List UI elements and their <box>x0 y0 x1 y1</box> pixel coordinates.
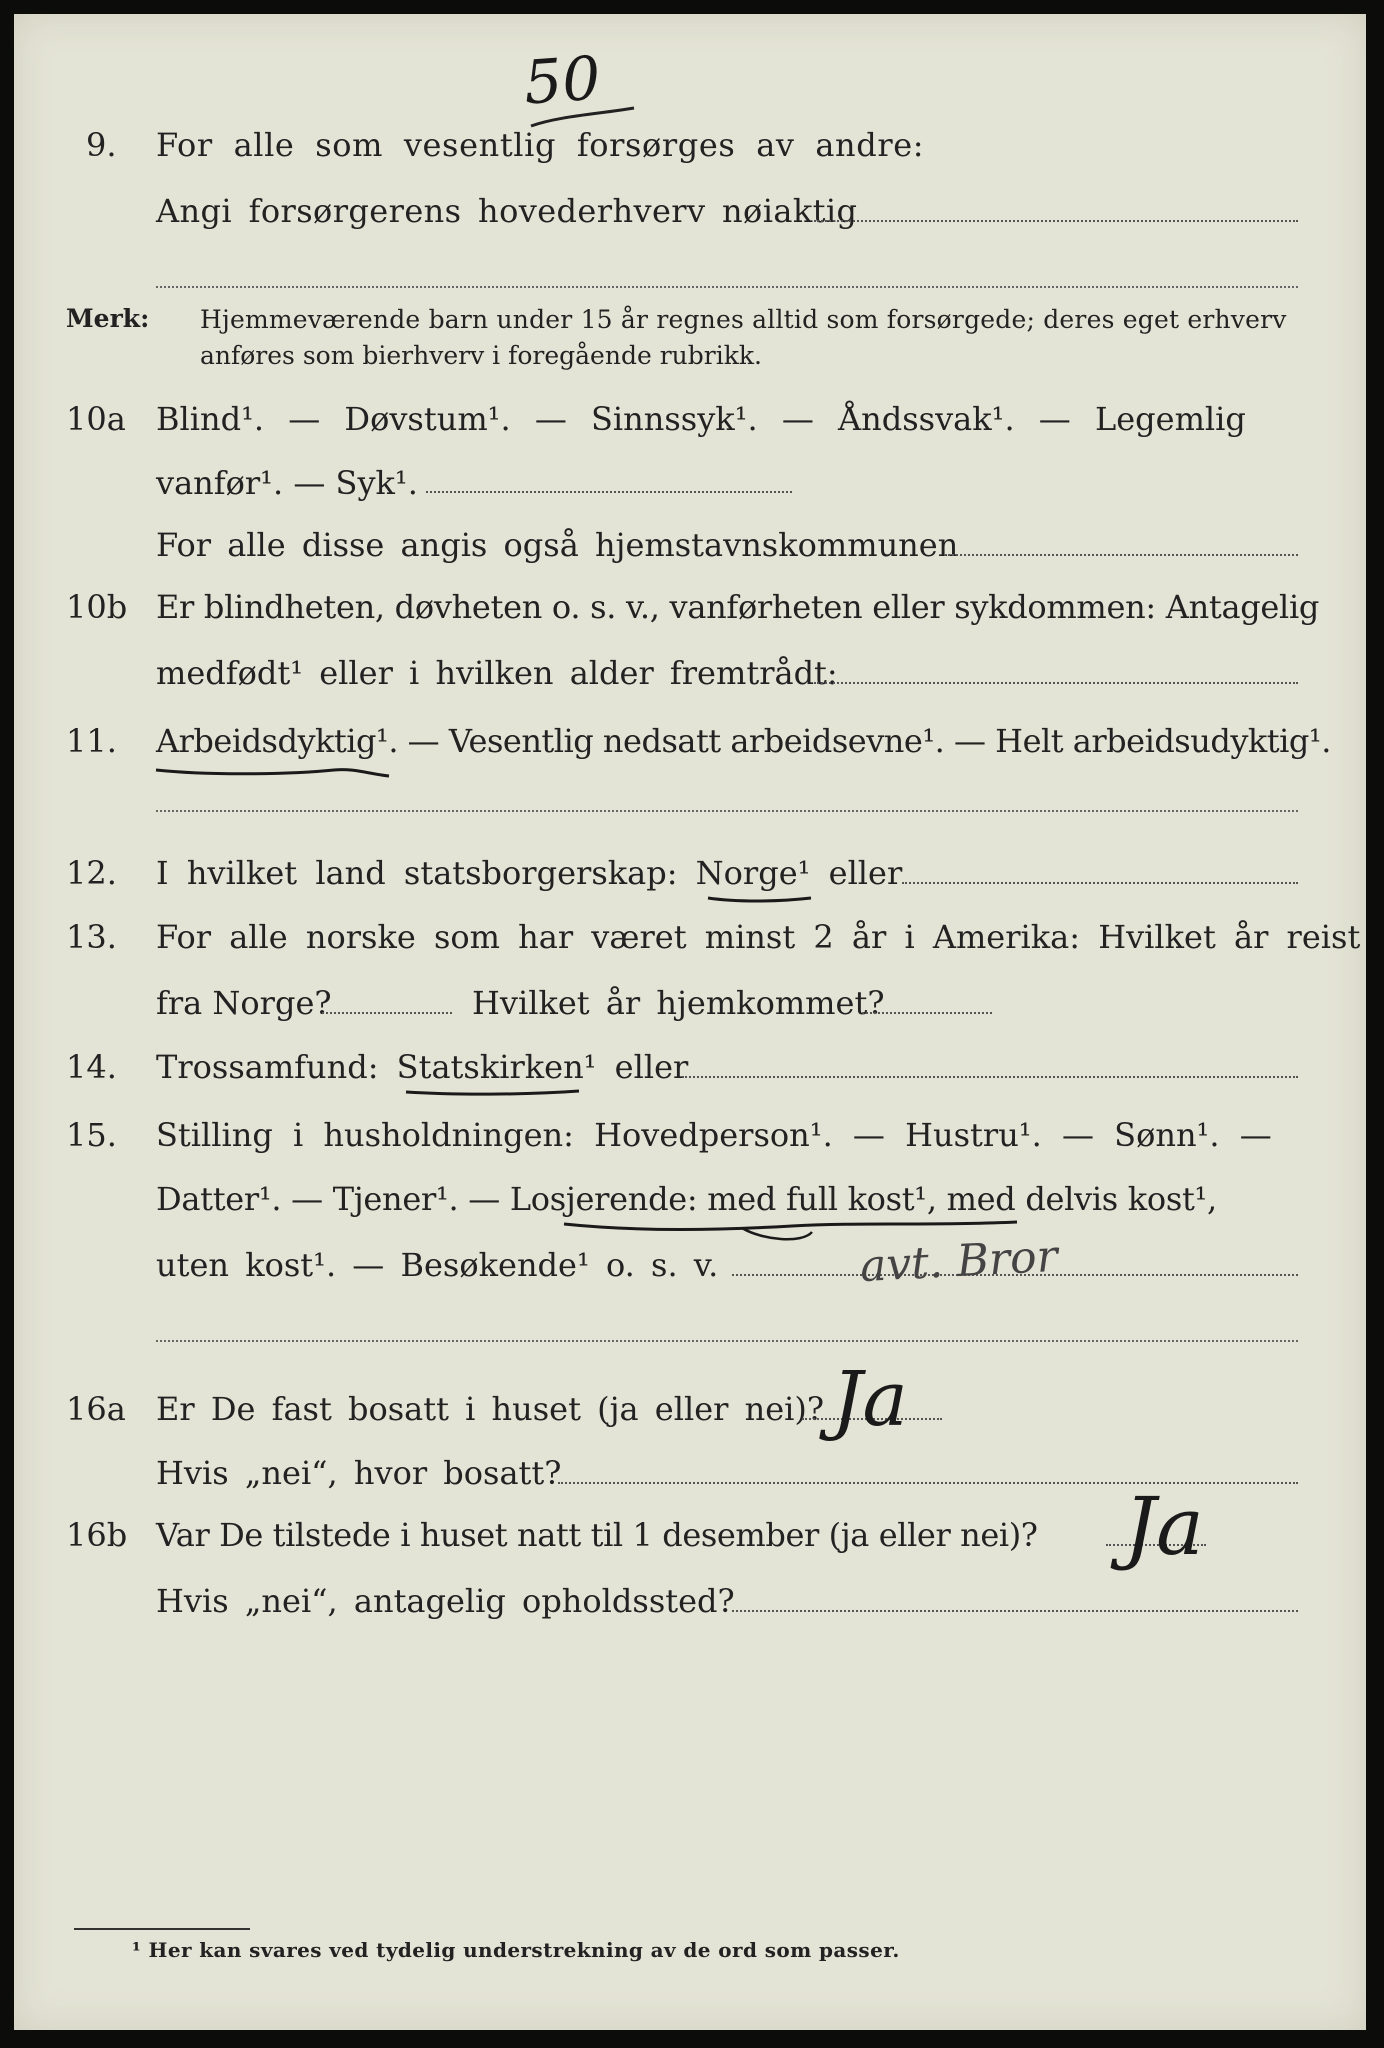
q15-handwritten-answer: avt. Bror <box>858 1230 1059 1293</box>
q9-number: 9. <box>86 126 117 164</box>
q12-number: 12. <box>66 854 117 892</box>
footnote: ¹ Her kan svares ved tydelig understrekning av de ord som passer. <box>132 1938 900 1962</box>
q16b-line2: Hvis „nei“, antagelig opholdssted? <box>156 1582 735 1620</box>
q13-line2b: Hvilket år hjemkommet? <box>472 984 885 1022</box>
q12-answer-line[interactable] <box>902 882 1298 884</box>
q13-line2a: fra Norge? <box>156 984 332 1022</box>
q10b-line1: Er blindheten, døvheten o. s. v., vanførheten eller sykdommen: Antagelig <box>156 588 1320 626</box>
q9-answer-line-2[interactable] <box>156 286 1298 288</box>
q10a-syk-line[interactable] <box>426 491 792 493</box>
q14-number: 14. <box>66 1048 117 1086</box>
q16b-line1: Var De tilstede i huset natt til 1 desember (ja eller nei)? <box>156 1516 1038 1554</box>
q14-line1: Trossamfund: Statskirken¹ eller <box>156 1048 689 1086</box>
q10b-line2: medfødt¹ eller i hvilken alder fremtrådt: <box>156 654 838 692</box>
q16b-handwritten-answer: Ja <box>1124 1480 1204 1573</box>
q10a-number: 10a <box>66 400 126 438</box>
q13-reist-line[interactable] <box>322 1012 452 1014</box>
q14-answer-line[interactable] <box>682 1076 1298 1078</box>
q13-number: 13. <box>66 918 117 956</box>
q16a-number: 16a <box>66 1390 126 1428</box>
merk-label: Merk: <box>66 304 150 333</box>
q10a-kommune-line[interactable] <box>944 554 1298 556</box>
q12-norge-underline <box>706 892 816 908</box>
q13-hjemkommet-line[interactable] <box>862 1012 992 1014</box>
q16b-opholdssted-line[interactable] <box>732 1610 1298 1612</box>
q16b-number: 16b <box>66 1516 128 1554</box>
q11-arbeidsdyktig-underline <box>154 762 394 782</box>
merk-line2: anføres som bierhverv i foregående rubrikk. <box>200 341 762 370</box>
merk-line1: Hjemmeværende barn under 15 år regnes alltid som forsørgede; deres eget erhverv <box>200 305 1287 334</box>
q15-number: 15. <box>66 1116 117 1154</box>
q16a-handwritten-answer: Ja <box>832 1354 908 1443</box>
q10a-line2: vanfør¹. — Syk¹. <box>156 464 418 502</box>
q15-line1: Stilling i husholdningen: Hovedperson¹. — Hustru¹. — Sønn¹. — <box>156 1116 1272 1154</box>
q9-line1: For alle som vesentlig forsørges av andre: <box>156 126 925 164</box>
q16a-line2: Hvis „nei“, hvor bosatt? <box>156 1454 562 1492</box>
q9-answer-line[interactable] <box>814 220 1298 222</box>
q9-line2: Angi forsørgerens hovederhverv nøiaktig <box>156 192 858 230</box>
q16a-line1: Er De fast bosatt i huset (ja eller nei)? <box>156 1390 825 1428</box>
page-number-handwritten: 50 <box>521 43 603 119</box>
footnote-rule <box>74 1928 250 1930</box>
q12-line1: I hvilket land statsborgerskap: Norge¹ eller <box>156 854 903 892</box>
q10b-answer-line[interactable] <box>814 682 1298 684</box>
census-form-page <box>14 14 1366 2030</box>
q15-line2: Datter¹. — Tjener¹. — Losjerende: med full kost¹, med delvis kost¹, <box>156 1180 1217 1218</box>
q10a-line3: For alle disse angis også hjemstavnskommunen <box>156 526 959 564</box>
q10b-number: 10b <box>66 588 128 626</box>
q10a-line1: Blind¹. — Døvstum¹. — Sinnssyk¹. — Åndssvak¹. — Legemlig <box>156 400 1246 438</box>
q15-line3: uten kost¹. — Besøkende¹ o. s. v. <box>156 1246 719 1284</box>
q11-line1: Arbeidsdyktig¹. — Vesentlig nedsatt arbeidsevne¹. — Helt arbeidsudyktig¹. <box>156 722 1331 760</box>
q11-number: 11. <box>66 722 117 760</box>
q13-line1: For alle norske som har været minst 2 år i Amerika: Hvilket år reist <box>156 918 1361 956</box>
q11-answer-line[interactable] <box>156 810 1298 812</box>
q14-statskirken-underline <box>404 1086 584 1102</box>
q15-answer-line-2[interactable] <box>156 1340 1298 1342</box>
